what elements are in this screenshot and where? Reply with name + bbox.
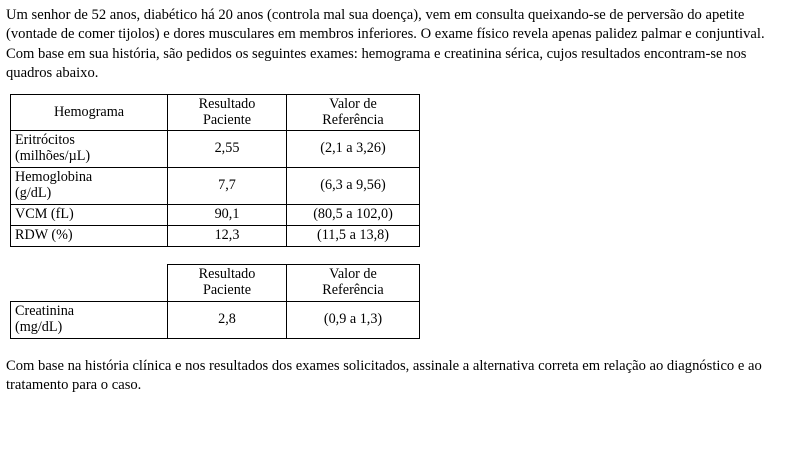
table-header-row [11, 264, 420, 301]
question-prompt-paragraph: Com base na história clínica e nos resultados dos exames solicitados, assinale a alternativa correta em relação ao diagnóstico e ao tratamento para o caso. [6, 357, 762, 393]
header-exam-name [11, 264, 168, 301]
row-reference: (0,9 a 1,3) [287, 301, 420, 338]
creatinine-table [10, 264, 420, 339]
row-label: VCM (fL) [11, 205, 168, 226]
header-patient-result [168, 94, 287, 131]
header-exam-name: Hemograma [11, 94, 168, 131]
table-spacer [6, 247, 779, 264]
row-reference: (11,5 a 13,8) [287, 225, 420, 246]
table-row [11, 205, 420, 226]
table-row [11, 301, 420, 338]
row-reference: (80,5 a 102,0) [287, 205, 420, 226]
header-patient-result-line2: Paciente [202, 281, 252, 298]
row-label-line2: (mg/dL) [15, 318, 63, 335]
row-label [11, 301, 168, 338]
row-result: 2,8 [168, 301, 287, 338]
bottom-spacer [6, 339, 779, 357]
row-label-line2: (milhões/µL) [15, 148, 91, 165]
hemogram-table [10, 94, 420, 247]
table-row [11, 131, 420, 168]
row-label: RDW (%) [11, 225, 168, 246]
row-result: 90,1 [168, 205, 287, 226]
row-label [11, 131, 168, 168]
table-row [11, 225, 420, 246]
row-reference: (6,3 a 9,56) [287, 168, 420, 205]
row-label-line1: Creatinina [15, 302, 75, 319]
header-reference-value [287, 94, 420, 131]
row-label-line2: (g/dL) [15, 185, 52, 202]
row-result: 12,3 [168, 225, 287, 246]
header-reference-value-line1: Valor de [329, 95, 377, 112]
header-patient-result-line2: Paciente [202, 111, 252, 128]
table-header-row [11, 94, 420, 131]
row-label [11, 168, 168, 205]
header-reference-value-line2: Referência [322, 111, 384, 128]
row-label-line1: Eritrócitos [15, 132, 75, 149]
row-result: 7,7 [168, 168, 287, 205]
header-reference-value-line1: Valor de [329, 265, 377, 282]
header-patient-result [168, 264, 287, 301]
row-result: 2,55 [168, 131, 287, 168]
case-intro-paragraph: Um senhor de 52 anos, diabético há 20 anos (controla mal sua doença), vem em consulta queixando-se de perversão do apetite (vontade de comer tijolos) e dores musculares em membros inferiores. O exame físico revela apenas palidez palmar e conjuntival. Com base em sua história, são pedidos os seguintes exames: hemograma e creatinina sérica, cujos resultados encontram-se nos quadros abaixo. [6, 7, 765, 82]
row-label-line1: Hemoglobina [15, 169, 93, 186]
row-reference: (2,1 a 3,26) [287, 131, 420, 168]
table-row [11, 168, 420, 205]
header-patient-result-line1: Resultado [198, 95, 256, 112]
header-patient-result-line1: Resultado [198, 265, 256, 282]
header-reference-value [287, 264, 420, 301]
header-reference-value-line2: Referência [322, 281, 384, 298]
